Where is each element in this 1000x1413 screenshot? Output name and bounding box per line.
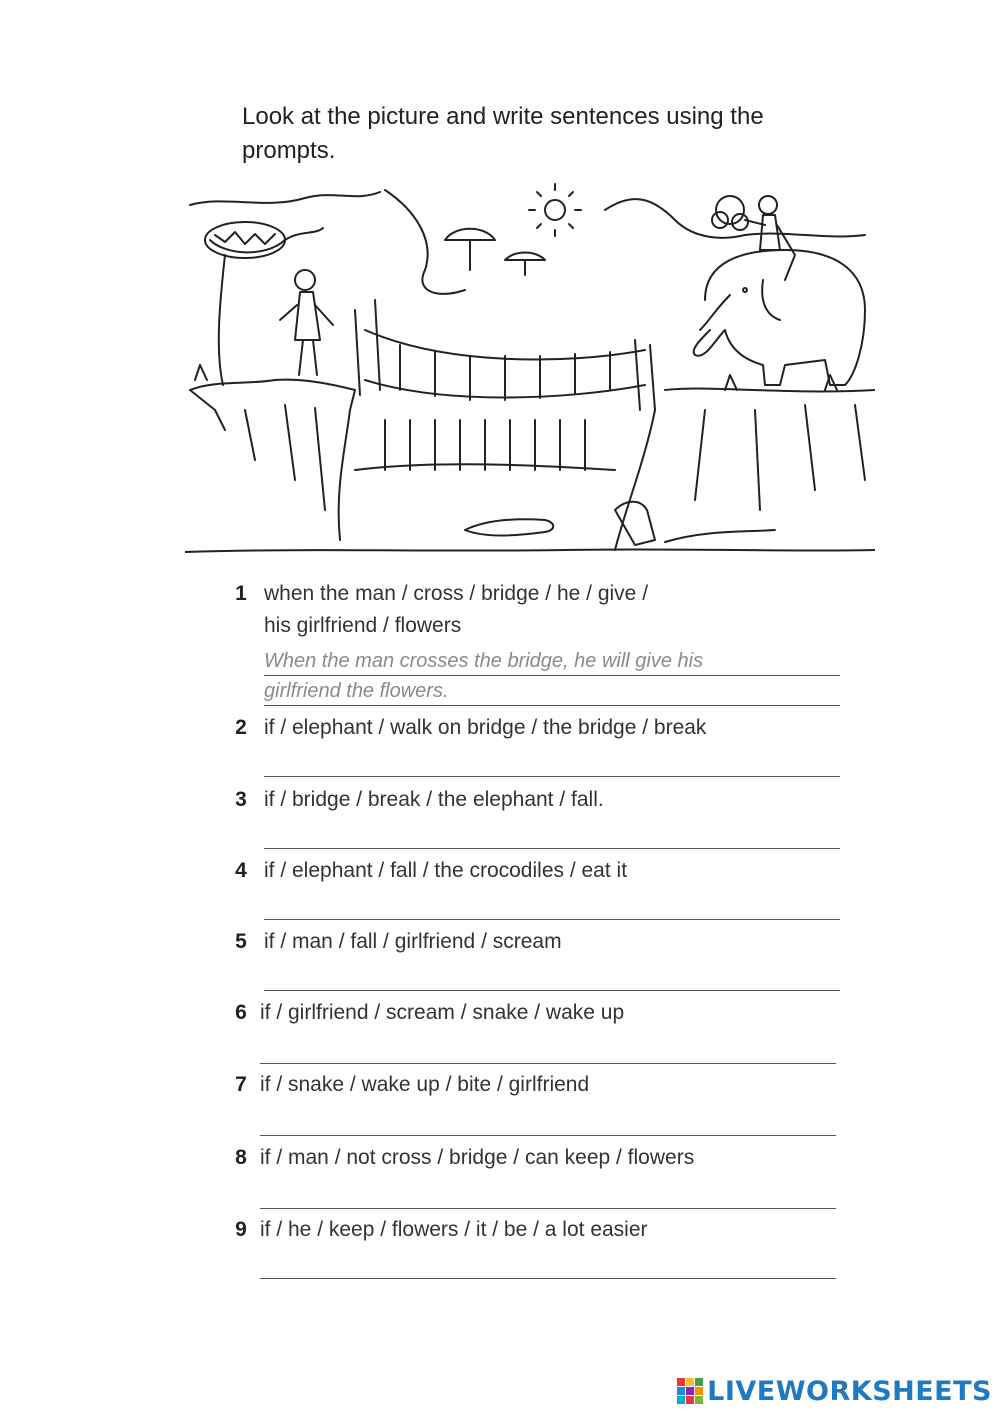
item-prompt: if / elephant / fall / the crocodiles / eat it	[264, 859, 628, 882]
example-answer-line-2: girlfriend the flowers.	[264, 680, 449, 702]
item-prompt: if / man / not cross / bridge / can keep / flowers	[260, 1146, 695, 1169]
logo-text: LIVEWORKSHEETS	[707, 1375, 992, 1407]
item-prompt: if / girlfriend / scream / snake / wake up	[260, 1001, 625, 1024]
item-number: 9	[235, 1218, 247, 1241]
jungle-bridge-illustration-icon	[185, 180, 875, 560]
item-number: 6	[235, 1001, 247, 1024]
item-prompt: if / snake / wake up / bite / girlfriend	[260, 1073, 590, 1096]
item-prompt	[264, 578, 824, 642]
item-number: 1	[235, 582, 247, 605]
answer-line[interactable]	[264, 990, 840, 991]
answer-line[interactable]	[260, 1135, 836, 1136]
example-answer-line-1: When the man crosses the bridge, he will give his	[264, 650, 704, 672]
item-number: 7	[235, 1073, 247, 1096]
item-prompt: if / he / keep / flowers / it / be / a lot easier	[260, 1218, 648, 1241]
answer-line[interactable]	[260, 1208, 836, 1209]
item-number: 4	[235, 859, 247, 882]
instruction-heading: Look at the picture and write sentences using the prompts.	[242, 103, 764, 164]
answer-line[interactable]	[260, 1063, 836, 1064]
prompt-line: his girlfriend / flowers	[264, 614, 462, 637]
item-prompt: if / elephant / walk on bridge / the bridge / break	[264, 716, 707, 739]
item-number: 3	[235, 788, 247, 811]
prompt-line: when the man / cross / bridge / he / give /	[264, 582, 649, 605]
item-number: 8	[235, 1146, 247, 1169]
liveworksheets-logo[interactable]	[677, 1375, 992, 1407]
item-number: 2	[235, 716, 247, 739]
answer-line[interactable]	[264, 919, 840, 920]
answer-line[interactable]	[264, 848, 840, 849]
item-number: 5	[235, 930, 247, 953]
item-prompt: if / man / fall / girlfriend / scream	[264, 930, 562, 953]
divider	[264, 705, 840, 706]
logo-grid-icon	[677, 1378, 703, 1404]
answer-line[interactable]	[260, 1278, 836, 1279]
answer-line[interactable]	[264, 776, 840, 777]
item-prompt: if / bridge / break / the elephant / fall.	[264, 788, 604, 811]
